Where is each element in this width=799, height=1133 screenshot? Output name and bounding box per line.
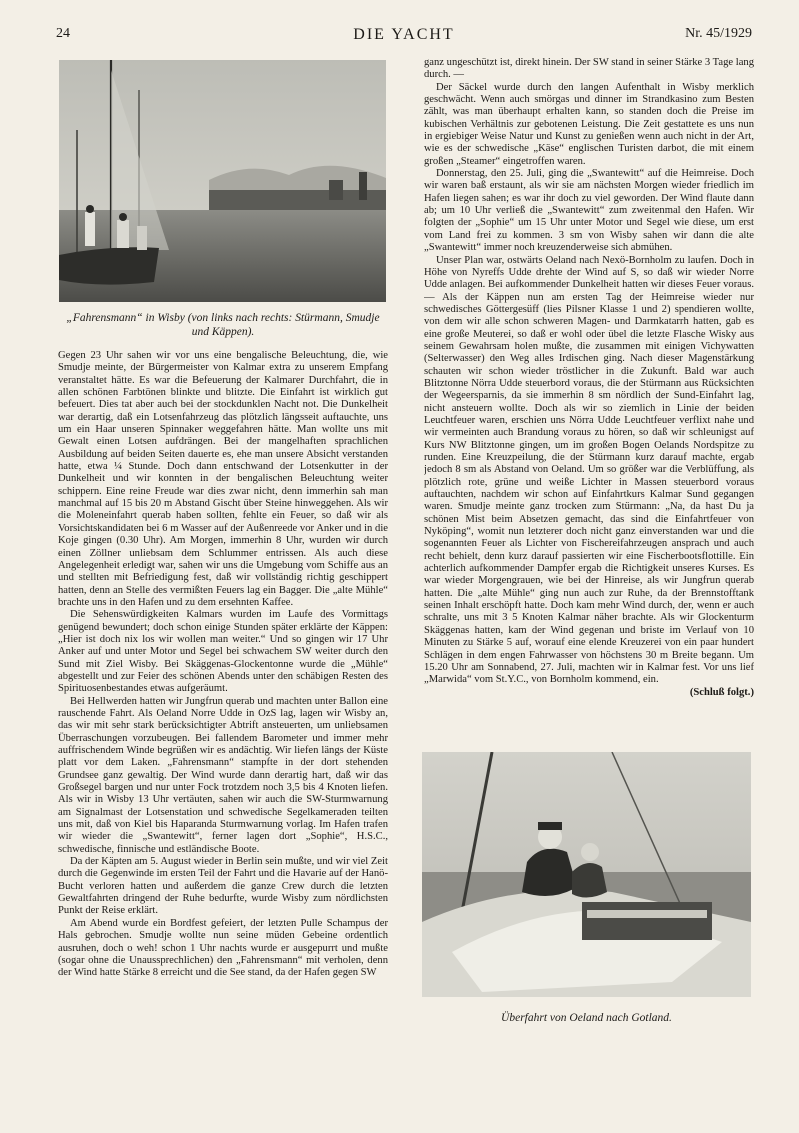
photo1-caption: „Fahrensmann“ in Wisby (von links nach rechts: Stürmann, Smudje und Käppen). xyxy=(66,312,380,338)
crossing-photo-image xyxy=(422,752,751,997)
article-column-right xyxy=(424,57,754,749)
paragraph: Unser Plan war, ostwärts Oeland nach Nexö-Bornholm zu laufen. Doch in Höhe von Nyreffs Udde drehte der Wind auf S, so daß wir wieder Norre Udde anlagen. Bei aufkommender Dunkelheit hatten wir dieses Feuer voraus. — Als der Käppen nun am ersten Tag der Heimreise wieder nur schwedisches Göttergesüff (lies Pilsner Klasse 1 und 2) spendieren wollte, von dem wir alle schon schweren Magen- und Darmkatarrh hatten, gab es eine große Meuterei, so daß er wohl oder übel die letzte Flasche Wisky aus seinem Gewahrsam holen mußte, die zusammen mit einigen Vichywatten (Selterwasser) den Weg alles Irdischen ging. Nach dieser Magenstärkung schauten wir schon wieder tröstlicher in die Zukunft. Bald war auch Blitztonne Nörra Udde steuerbord voraus, die der Stürmann aus Rücksichten der Wegeersparnis, da sie immerhin 8 sm nördlich der Sund-Einfahrt lag, nicht ansteuern wollte. Doch als wir so ziemlich in Linie der beiden Leuchtfeuer waren, erschien uns Nörra Udde Leuchtfeuer verflixt nahe und wir vermeinten auch Brandung voraus zu hören, so daß wir schleunigst auf Kurs NW Blitztonne gingen, um im großen Bogen Oelands Nordspitze zu runden. Eine Kreuzpeilung, die der Stürmann kurz darauf machte, ergab jedoch 8 sm als Abstand von Oeland. Um so größer war die Verblüffung, als plötzlich rote, grüne und weiße Lichter in Massen steuerbord voraus auftauchten, nachdem wir schon auf Einfahrtkurs Kalmar Sund gegangen waren. Smudje meinte ganz trocken zum Stürmann: „Na, da hast Du ja schönen Mist beim Absetzen gemacht, das sind die Einfahrtfeuer von Nyköping“, womit nun letzterer doch nicht ganz einverstanden war und die sogenannten Feuer als Lichter von Fischereifahrzeugen ansprach und auch recht behielt, denn kurz darauf passierten wir eine Fischerbootsflottille. Ein achterlich aufkommender Dampfer ergab die Richtigkeit unseres Kurses. Es war wieder Morgengrauen, wie bei der Hinreise, als wir Jungfrun querab hatten. Die „alte Mühle“ ging nun auch zur Ruhe, da der Brennstofftank seinen Inhalt erschöpft hatte. Doch kam mehr Wind durch, der, wenn er auch schralte, uns mit 3 5 Knoten Kalmar näher brachte. Als wir Glockenturm Skäggenas hatten, kam der Wind gegenan und briste im Verlauf von 10 Minuten zu Stärke 5 auf, worauf eine elende Kreuzerei von ein paar hundert Schlägen in dem engen Fahrwasser von höchstens 30 m Breite begann. Um 15.20 Uhr am Sonnabend, 27. Juli, machten wir in Kalmar fest. Vor uns lief „Marwida“ vom St.Y.C., von Bornholm kommend, ein. xyxy=(424,254,754,686)
photo2-caption: Überfahrt von Oeland nach Gotland. xyxy=(501,1012,672,1024)
paragraph: Die Sehenswürdigkeiten Kalmars wurden im Laufe des Vormittags genügend bewundert; doch schon einige Stunden später erklärte der Käppen: „Hier ist doch nix los wir wollen man weiter.“ Und so gingen wir 17 Uhr Anker auf und unter Motor und Segel bei schwachem SW weiter durch den Sund mit Ziel Wisby. Bei Skäggenas-Glockentonne wurde die „Mühle“ abgestellt und zur Feier des schönen Abends unter den schäbigen Resten des Spirituosenbestandes etwas aufgeräumt. xyxy=(58,609,388,695)
photo-crossing-oeland-gotland xyxy=(422,752,751,997)
paragraph: Gegen 23 Uhr sahen wir vor uns eine bengalische Beleuchtung, die, wie Smudje meinte, der Bürgermeister von Kalmar extra zu unserem Empfang veranstaltet hätte. Es war die Befeuerung der Kalmarer Durchfahrt, die in allen schönen Farbtönen blinkte und blitzte. Die Einfahrt ist wirklich gut befeuert. Dies tat aber auch bei der stockdunklen Nacht not. Die Dunkelheit war derartig, daß ein Lotsenfahrzeug das plötzlich längsseit auftauchte, uns um ein Haar unseren Spinnaker weggefahren hätte. Man wollte uns mit Gewalt einen Lotsen aufdrängen. Bei der mangelhaften sprachlichen Ausbildung auf beiden Seiten dauerte es, ehe man unsere Absicht verstanden hatte, etwa ¼ Stunde. Doch dann entschwand der Lotsenkutter in der Dunkelheit und wir konnten in der bengalischen Beleuchtung weiter schippern. Eine reine Freude war dies zwar nicht, denn immerhin sah man manchmal auf 15 bis 20 m Abstand Gischt über Steine hinweggehen. Als wir die Moleneinfahrt querab haben sollten, fehlte ein Feuer, so daß wir als Vorsichtskandidaten bei 6 m Wasser auf der Außenreede vor Anker und in die Koje gingen (0.30 Uhr). Am Morgen, immerhin 8 Uhr, wurden wir durch einen Zöllner unliebsam dem Schlummer entrissen. Als auch diese Angelegenheit erledigt war, sahen wir uns die Umgebung vom Schiffe aus an und stellten mit Befriedigung fest, daß wir vollständig richtig geschippert hatten, denn an Stelle des vermißten Feuers lag ein Bagger. Die „alte Mühle“ brachte uns in den Hafen und zu dem ersehnten Kaffee. xyxy=(58,350,388,608)
harbour-photo-image xyxy=(59,60,386,302)
page-number: 24 xyxy=(56,26,70,41)
to-be-continued-note: (Schluß folgt.) xyxy=(689,686,754,698)
magazine-title: DIE YACHT xyxy=(353,26,455,43)
paragraph: Da der Käpten am 5. August wieder in Berlin sein mußte, und wir viel Zeit durch die Gegenwinde im ersten Teil der Fahrt und die Havarie auf der Hanö-Bucht verloren hatten und außerdem die ganze Crew durch die letzten Gewaltfahrten dringend der Ruhe bedurfte, wurde Wisby zum nördlichsten Punkt der Reise erklärt. xyxy=(58,856,388,917)
paragraph: Donnerstag, den 25. Juli, ging die „Swantewitt“ auf die Heimreise. Doch wir waren baß erstaunt, als wir sie am nächsten Morgen wieder friedlich im Hafen liegen sahen; es war ihr doch zu viel geworden. Der Wind flaute dann ab; um 10 Uhr verließ die „Swantewitt“ zum zweitenmal den Hafen. Wir folgten der „Sophie“ um 15 Uhr unter Motor und Segel wie diese, um erst vom Land frei zu kommen. 3 sm von Wisby sahen wir dann die alte „Swantewitt“ immer noch kreuzenderweise sich abmühen. xyxy=(424,168,754,254)
paragraph: Bei Hellwerden hatten wir Jungfrun querab und machten unter Ballon eine rauschende Fahrt. Als Oeland Norre Udde in OzS lag, lagen wir Wisby an, das wir mit sehr stark berücksichtigter Abtrift ansteuerten, um unliebsamen Überraschungen vorzubeugen. Bei fallendem Barometer und immer mehr auffrischendem Winde begrüßen wir es andächtig. Wir liefen längs der Küste platt vor dem Laken. „Fahrensmann“ stampfte in der dort stehenden Grundsee ganz gewaltig. Der Wind wurde dann derartig hart, daß wir das Großsegel bargen und nur unter Fock trotzdem noch 3,5 bis 4 Knoten liefen. Als wir in Wisby 13 Uhr vertäuten, sahen wir auch die SW-Sturmwarnung am Signalmast der Lotsenstation und schwedische Segelkameraden teilten uns mit, daß von Kiel bis Haparanda Sturmwarnung vorlag. Im Hafen trafen wir wieder die „Swantewitt“, ferner lagen dort „Sophie“, H.S.C., schwedische, finnische und estländische Boote. xyxy=(58,695,388,855)
page-header xyxy=(56,26,752,44)
article-column-left xyxy=(58,350,388,1122)
issue-number: Nr. 45/1929 xyxy=(685,26,752,41)
paragraph: Der Säckel wurde durch den langen Aufenthalt in Wisby merklich geschwächt. Wenn auch smörgas und dinner im Strandkasino zum Besten zählt, was man überhaupt erhalten kann, so standen doch die Preise im kubischen Verhältnis zur gebotenen Leistung. Die Zeit gestattete es uns nun in ergiebiger Weise Natur und Kunst zu genießen wenn auch nicht in der Art, wie es der schwedische „Käse“ englischen Turisten darbot, die mit einem großen „Steamer“ eingetroffen waren. xyxy=(424,81,754,167)
photo-harbour-wisby xyxy=(59,60,386,302)
paragraph: ganz ungeschützt ist, direkt hinein. Der SW stand in seiner Stärke 3 Tage lang durch. — xyxy=(424,57,754,81)
paragraph: Am Abend wurde ein Bordfest gefeiert, der letzten Pulle Schampus der Hals gebrochen. Smudje wollte nun seine müden Gebeine ordentlich ausruhen, doch o weh! schon 1 Uhr nachts wurde er ausgepurrt und mußte (sogar ohne die Unaussprechlichen) den „Fahrensmann“ mit verholen, denn der Wind hatte Stärke 8 erreicht und die See stand, da der Hafen gegen SW xyxy=(58,917,388,979)
